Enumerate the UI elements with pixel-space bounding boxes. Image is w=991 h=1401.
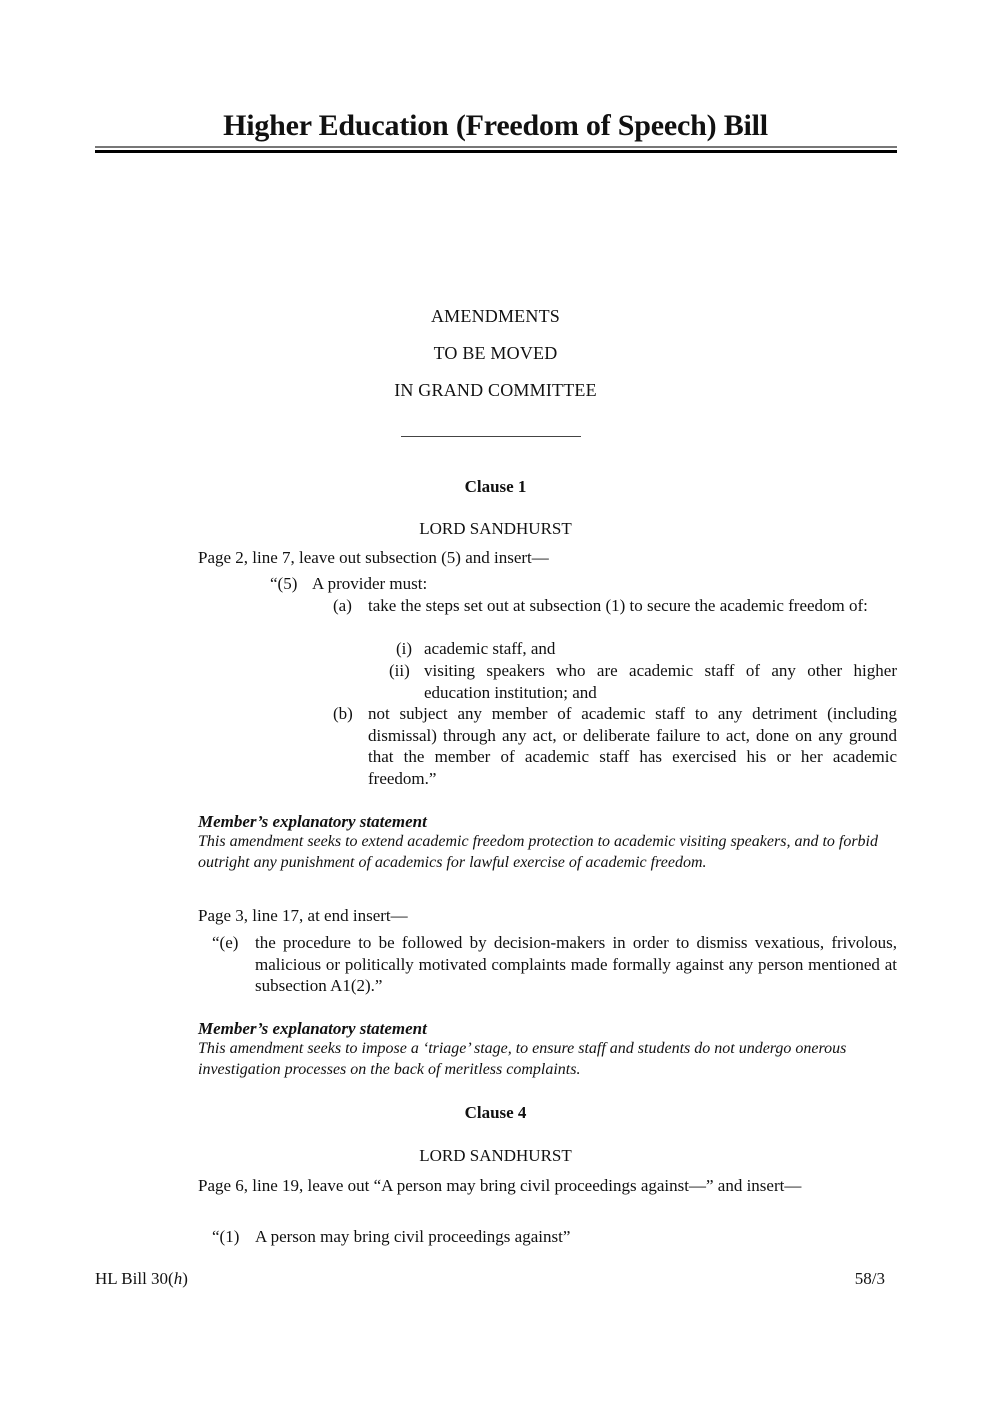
explanatory-heading: Member’s explanatory statement: [198, 812, 427, 831]
amendment-instruction: Page 3, line 17, at end insert—: [198, 906, 408, 925]
amendment-instruction: Page 6, line 19, leave out “A person may bring civil proceedings against—” and insert—: [198, 1176, 802, 1195]
paragraph-label: (a): [333, 596, 352, 615]
bill-reference: [95, 1268, 188, 1290]
title-rule-thick: [95, 150, 897, 153]
explanatory-text: This amendment seeks to impose a ‘triage’ stage, to ensure staff and students do not undergo onerous investigation processes on the back of meritless complaints.: [198, 1040, 847, 1078]
heading-line-2: TO BE MOVED: [433, 343, 558, 363]
section-divider: [401, 436, 581, 437]
bill-ref-suffix: ): [182, 1269, 188, 1288]
inserted-paragraph-e: [212, 932, 897, 997]
paragraph-label: “(e): [212, 933, 239, 952]
subparagraph-text: visiting speakers who are academic staff of any other higher education institution; and: [424, 661, 897, 702]
clause-1-heading: Clause 1: [464, 477, 527, 496]
subparagraph-i: [396, 638, 897, 660]
mover-name: LORD SANDHURST: [419, 1146, 572, 1165]
inserted-subsection: [212, 1226, 897, 1248]
subsection-label: “(1): [212, 1227, 240, 1246]
subsection-text: A provider must:: [312, 574, 428, 593]
paragraph-text: the procedure to be followed by decision-makers in order to dismiss vexatious, frivolous, malicious or politically motivated complaints made formally against any person mentioned at subsection A1(2).”: [255, 933, 897, 995]
explanatory-heading: Member’s explanatory statement: [198, 1019, 427, 1038]
inserted-subsection: [270, 573, 897, 595]
subsection-label: “(5): [270, 574, 298, 593]
subparagraph-label: (i): [396, 639, 413, 658]
explanatory-text: This amendment seeks to extend academic freedom protection to academic visiting speakers, and to forbid outright any punishment of academics for lawful exercise of academic freedom.: [198, 833, 878, 871]
bill-ref-italic: h: [173, 1269, 183, 1288]
amendment-instruction: Page 2, line 7, leave out subsection (5) and insert—: [198, 548, 549, 567]
paragraph-text: not subject any member of academic staff to any detriment (including dismissal) through any act, or deliberate failure to act, done on any ground that the member of academic staff has exercised his or her academic freedom.”: [368, 704, 897, 788]
bill-ref-prefix: HL Bill 30(: [95, 1269, 174, 1288]
heading-line-3: IN GRAND COMMITTEE: [394, 380, 597, 400]
paragraph-b: [333, 703, 897, 789]
page-reference: 58/3: [854, 1269, 885, 1288]
subparagraph-label: (ii): [389, 661, 410, 680]
heading-line-1: AMENDMENTS: [430, 306, 560, 326]
paragraph-a: [333, 595, 897, 617]
bill-title: Higher Education (Freedom of Speech) Bill: [223, 109, 768, 142]
subsection-text: A person may bring civil proceedings against”: [255, 1227, 571, 1246]
title-rule-thin: [95, 146, 897, 148]
subparagraph-ii: [389, 660, 897, 703]
clause-4-heading: Clause 4: [464, 1103, 527, 1122]
subparagraph-text: academic staff, and: [424, 639, 556, 658]
mover-name: LORD SANDHURST: [419, 519, 572, 538]
paragraph-text: take the steps set out at subsection (1) to secure the academic freedom of:: [368, 596, 868, 615]
paragraph-label: (b): [333, 704, 353, 723]
